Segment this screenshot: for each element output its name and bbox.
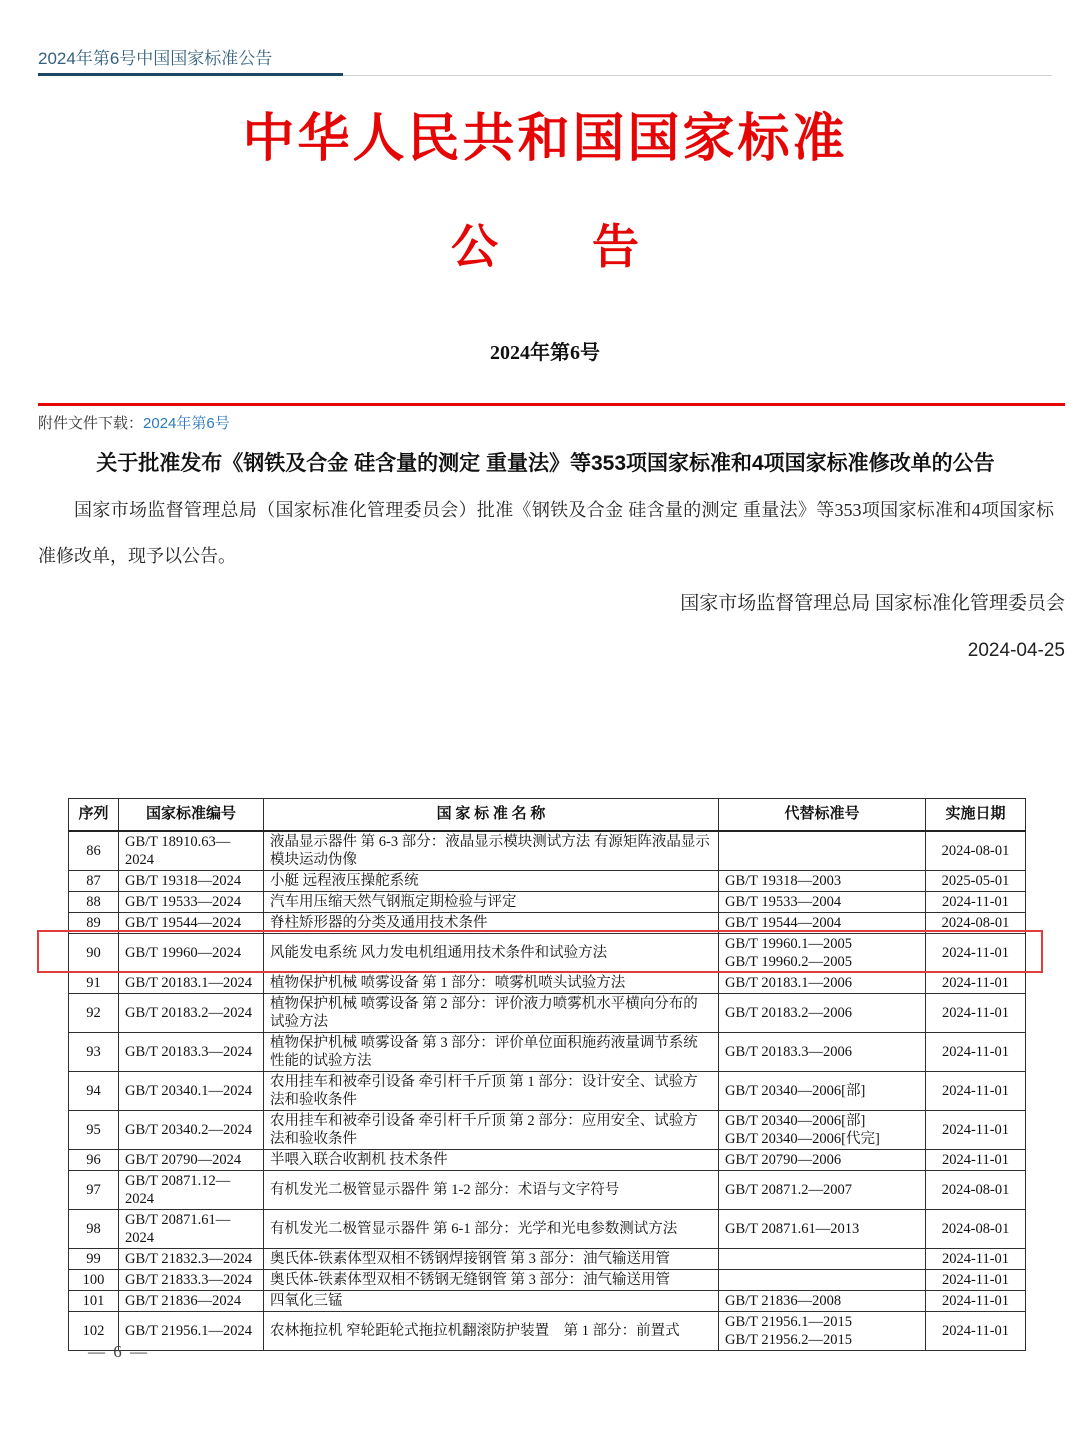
code-cell: GB/T 21832.3—2024 (119, 1248, 264, 1269)
table-header-row (69, 799, 1026, 831)
attachment-link[interactable]: 2024年第6号 (143, 415, 230, 432)
seq-cell: 99 (69, 1248, 119, 1269)
seq-cell: 87 (69, 870, 119, 891)
date-cell: 2024-11-01 (926, 1290, 1026, 1311)
replaced-cell (719, 1290, 926, 1311)
name-cell: 植物保护机械 喷雾设备 第 3 部分：评价单位面积施药液量调节系统性能的试验方法 (264, 1032, 719, 1071)
code-cell: GB/T 20871.12—2024 (119, 1170, 264, 1209)
date-cell: 2024-11-01 (926, 933, 1026, 972)
seq-cell: 90 (69, 933, 119, 972)
issuing-authority: 国家市场监督管理总局 国家标准化管理委员会 (680, 593, 1065, 614)
date-cell: 2024-11-01 (926, 993, 1026, 1032)
seq-cell: 88 (69, 891, 119, 912)
table-row (69, 1110, 1026, 1149)
replaced-code-line: GB/T 19318—2003 (725, 872, 842, 889)
name-cell: 有机发光二极管显示器件 第 1-2 部分：术语与文字符号 (264, 1170, 719, 1209)
code-cell: GB/T 20183.2—2024 (119, 993, 264, 1032)
name-cell: 汽车用压缩天然气钢瓶定期检验与评定 (264, 891, 719, 912)
attachment-line (38, 412, 230, 433)
replaced-cell (719, 1209, 926, 1248)
replaced-code-line: GB/T 21956.2—2015 (725, 1331, 853, 1348)
replaced-cell (719, 1032, 926, 1071)
replaced-code-line: GB/T 20790—2006 (725, 1151, 842, 1168)
table-row (69, 1032, 1026, 1071)
replaced-code-line: GB/T 20183.3—2006 (725, 1043, 853, 1060)
replaced-code-line: GB/T 20183.2—2006 (725, 1004, 853, 1021)
code-cell: GB/T 21956.1—2024 (119, 1311, 264, 1350)
seq-cell: 89 (69, 912, 119, 933)
seq-cell: 98 (69, 1209, 119, 1248)
name-cell: 四氧化三锰 (264, 1290, 719, 1311)
replaced-code-line: GB/T 19960.2—2005 (725, 953, 853, 970)
seq-cell: 95 (69, 1110, 119, 1149)
replaced-code-line: GB/T 20871.2—2007 (725, 1181, 853, 1198)
replaced-code-line: GB/T 19533—2004 (725, 893, 842, 910)
main-title: 中华人民共和国国家标准 (242, 111, 848, 168)
header-date: 实施日期 (926, 799, 1026, 831)
table-row (69, 891, 1026, 912)
date-cell: 2024-08-01 (926, 912, 1026, 933)
name-cell: 有机发光二极管显示器件 第 6-1 部分：光学和光电参数测试方法 (264, 1209, 719, 1248)
name-cell: 植物保护机械 喷雾设备 第 2 部分：评价液力喷雾机水平横向分布的试验方法 (264, 993, 719, 1032)
replaced-code-line: GB/T 20183.1—2006 (725, 974, 853, 991)
notice-heading: 关于批准发布《钢铁及合金 硅含量的测定 重量法》等353项国家标准和4项国家标准修改单的公告 (96, 452, 995, 475)
date-cell: 2024-08-01 (926, 831, 1026, 871)
replaced-cell (719, 831, 926, 871)
seq-cell: 94 (69, 1071, 119, 1110)
replaced-cell (719, 1269, 926, 1290)
header-name: 国 家 标 准 名 称 (264, 799, 719, 831)
replaced-cell (719, 1170, 926, 1209)
date-cell: 2024-08-01 (926, 1209, 1026, 1248)
replaced-cell (719, 1248, 926, 1269)
name-cell: 小艇 远程液压操舵系统 (264, 870, 719, 891)
replaced-cell (719, 912, 926, 933)
code-cell: GB/T 19318—2024 (119, 870, 264, 891)
table-row (69, 1209, 1026, 1248)
code-cell: GB/T 18910.63—2024 (119, 831, 264, 871)
table-row (69, 1290, 1026, 1311)
replaced-cell (719, 870, 926, 891)
code-cell: GB/T 20871.61—2024 (119, 1209, 264, 1248)
replaced-cell (719, 1311, 926, 1350)
code-cell: GB/T 21836—2024 (119, 1290, 264, 1311)
seq-cell: 86 (69, 831, 119, 871)
code-cell: GB/T 20790—2024 (119, 1149, 264, 1170)
table-row (69, 1269, 1026, 1290)
name-cell: 液晶显示器件 第 6-3 部分：液晶显示模块测试方法 有源矩阵液晶显示模块运动伪像 (264, 831, 719, 871)
table-row (69, 1149, 1026, 1170)
code-cell: GB/T 20183.3—2024 (119, 1032, 264, 1071)
code-cell: GB/T 19544—2024 (119, 912, 264, 933)
seq-cell: 96 (69, 1149, 119, 1170)
table-row (69, 972, 1026, 993)
code-cell: GB/T 19533—2024 (119, 891, 264, 912)
replaced-code-line: GB/T 20340—2006[部] (725, 1112, 866, 1129)
seq-cell: 102 (69, 1311, 119, 1350)
name-cell: 农用挂车和被牵引设备 牵引杆千斤顶 第 2 部分：应用安全、试验方法和验收条件 (264, 1110, 719, 1149)
name-cell: 风能发电系统 风力发电机组通用技术条件和试验方法 (264, 933, 719, 972)
replaced-code-line: GB/T 20340—2006[部] (725, 1082, 866, 1099)
replaced-cell (719, 1110, 926, 1149)
table-row (69, 993, 1026, 1032)
replaced-cell (719, 1149, 926, 1170)
code-cell: GB/T 20340.2—2024 (119, 1110, 264, 1149)
replaced-code-line: GB/T 19960.1—2005 (725, 935, 853, 952)
document-tag: 2024年第6号中国国家标准公告 (38, 49, 273, 68)
code-cell: GB/T 21833.3—2024 (119, 1269, 264, 1290)
name-cell: 农用挂车和被牵引设备 牵引杆千斤顶 第 1 部分：设计安全、试验方法和验收条件 (264, 1071, 719, 1110)
name-cell: 奥氏体-铁素体型双相不锈钢无缝钢管 第 3 部分：油气输送用管 (264, 1269, 719, 1290)
seq-cell: 97 (69, 1170, 119, 1209)
date-cell: 2025-05-01 (926, 870, 1026, 891)
standards-table-body (69, 831, 1026, 1351)
table-row (69, 870, 1026, 891)
table-row (69, 831, 1026, 871)
table-row (69, 1311, 1026, 1350)
seq-cell: 91 (69, 972, 119, 993)
header-seq: 序列 (69, 799, 119, 831)
code-cell: GB/T 20183.1—2024 (119, 972, 264, 993)
seq-cell: 100 (69, 1269, 119, 1290)
name-cell: 植物保护机械 喷雾设备 第 1 部分：喷雾机喷头试验方法 (264, 972, 719, 993)
tag-underline-dark (38, 73, 343, 76)
date-cell: 2024-11-01 (926, 972, 1026, 993)
replaced-code-line: GB/T 20871.61—2013 (725, 1220, 860, 1237)
notice-body: 国家市场监督管理总局（国家标准化管理委员会）批准《钢铁及合金 硅含量的测定 重量法》等353项国家标准和4项国家标准修改单，现予以公告。 (38, 500, 1054, 566)
seq-cell: 101 (69, 1290, 119, 1311)
seq-cell: 92 (69, 993, 119, 1032)
announcement-title: 公 告 (451, 222, 639, 274)
replaced-code-line: GB/T 19544—2004 (725, 914, 842, 931)
replaced-code-line: GB/T 21836—2008 (725, 1292, 842, 1309)
date-cell: 2024-11-01 (926, 1248, 1026, 1269)
date-cell: 2024-11-01 (926, 1149, 1026, 1170)
replaced-code-line: GB/T 20340—2006[代完] (725, 1130, 880, 1147)
replaced-cell (719, 891, 926, 912)
name-cell: 半喂入联合收割机 技术条件 (264, 1149, 719, 1170)
issue-date: 2024-04-25 (967, 640, 1065, 661)
table-row (69, 1170, 1026, 1209)
date-cell: 2024-11-01 (926, 1071, 1026, 1110)
date-cell: 2024-11-01 (926, 1269, 1026, 1290)
seq-cell: 93 (69, 1032, 119, 1071)
header-replaced: 代替标准号 (719, 799, 926, 831)
date-cell: 2024-11-01 (926, 1032, 1026, 1071)
date-cell: 2024-11-01 (926, 1311, 1026, 1350)
standards-table (68, 798, 1026, 1351)
replaced-cell (719, 1071, 926, 1110)
table-row (69, 933, 1026, 972)
code-cell: GB/T 19960—2024 (119, 933, 264, 972)
replaced-cell (719, 993, 926, 1032)
date-cell: 2024-11-01 (926, 891, 1026, 912)
red-divider-rule (38, 403, 1065, 406)
table-row (69, 1071, 1026, 1110)
table-row (69, 912, 1026, 933)
name-cell: 奥氏体-铁素体型双相不锈钢焊接钢管 第 3 部分：油气输送用管 (264, 1248, 719, 1269)
replaced-code-line: GB/T 21956.1—2015 (725, 1313, 853, 1330)
replaced-cell (719, 972, 926, 993)
code-cell: GB/T 20340.1—2024 (119, 1071, 264, 1110)
standards-table-wrap (68, 798, 1026, 1351)
name-cell: 农林拖拉机 窄轮距轮式拖拉机翻滚防护装置 第 1 部分：前置式 (264, 1311, 719, 1350)
date-cell: 2024-11-01 (926, 1110, 1026, 1149)
name-cell: 脊柱矫形器的分类及通用技术条件 (264, 912, 719, 933)
header-code: 国家标准编号 (119, 799, 264, 831)
replaced-cell (719, 933, 926, 972)
issue-number: 2024年第6号 (490, 342, 600, 364)
attachment-label: 附件文件下载： (38, 415, 144, 432)
date-cell: 2024-08-01 (926, 1170, 1026, 1209)
table-row (69, 1248, 1026, 1269)
page-number: — 6 — (88, 1342, 149, 1361)
